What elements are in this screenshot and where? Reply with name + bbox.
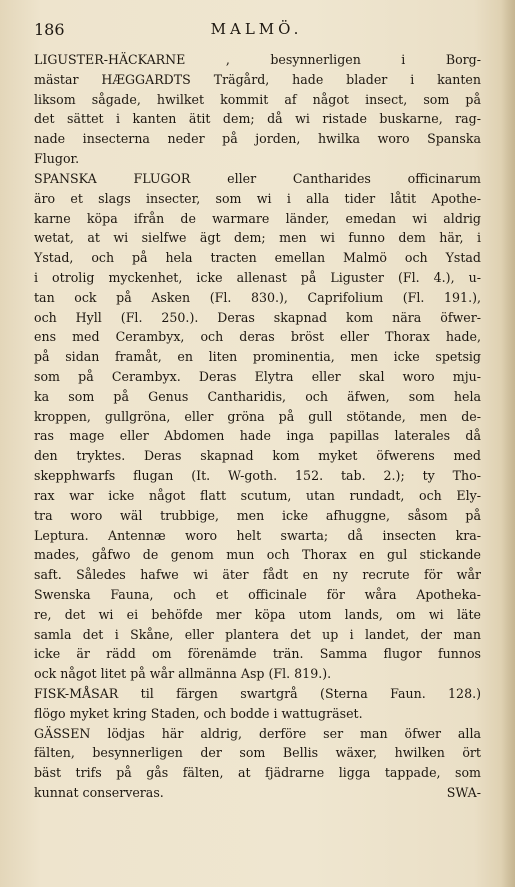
text-line: kunnat conserveras. [34,785,164,801]
text-line: Flugor. [34,151,80,167]
text-line: den tryktes. Deras skapnad kom myket öfwerens med [34,448,481,464]
text-line: SPANSKA FLUGOR eller Cantharides officinarum [34,170,481,186]
text-line: Ystad, och på hela tracten emellan Malmö och Ystad [34,250,481,266]
body-text [34,50,481,803]
text-line: re, det wi ei behöfde mer köpa utom lands, om wi läte [34,606,481,622]
text-line: flögo myket kring Staden, och bodde i wattugräset. [34,705,363,721]
text-line: äro et slags insecter, som wi i alla tider låtit Apothe- [34,190,481,206]
text-line: LIGUSTER-HÄCKARNE , besynnerligen i Borg- [34,52,481,67]
text-line: och Hyll (Fl. 250.). Deras skapnad kom nära öfwer- [34,309,481,325]
text-line: ock något litet på wår allmänna Asp (Fl. 819.). [34,666,332,682]
text-line: nade insecterna neder på jorden, hwilka woro Spanska [34,131,481,147]
text-line: det sättet i kanten ätit dem; då wi ristade buskarne, rag- [34,111,481,127]
catchword: SWA- [446,785,481,801]
running-title: MALMÖ. [210,20,303,38]
text-line: Swenska Fauna, och et officinale för wåra Apotheka- [34,586,481,602]
text-line: ras mage eller Abdomen hade inga papillas laterales då [34,428,481,444]
text-line: som på Cerambyx. Deras Elytra eller skal woro mju- [34,369,481,384]
text-line: ka som på Genus Cantharidis, och äfwen, som hela [34,388,481,404]
text-line: icke är rädd om förenämde trän. Samma flugor funnos [34,646,481,662]
text-line: fälten, besynnerligen der som Bellis wäxer, hwilken ört [34,745,481,761]
text-line: Leptura. Antennæ woro helt swarta; då insecten kra- [34,527,481,543]
text-line: ens med Cerambyx, och deras bröst eller Thorax hade, [34,329,481,345]
text-line: tan ock på Asken (Fl. 830.), Caprifolium (Fl. 191.), [34,289,481,305]
text-line: mästar HÆGGARDTS Trägård, hade blader i kanten [34,71,481,87]
text-line: skepphwarfs flugan (It. W-goth. 152. tab. 2.); ty Tho- [34,468,481,484]
text-line: kroppen, gullgröna, eller gröna på gull stötande, men de- [34,408,481,424]
text-line: saft. Således hafwe wi äter fådt en ny recrute för wår [34,567,481,583]
text-line: på sidan framåt, en liten prominentia, men icke spetsig [34,349,481,365]
text-line: samla det i Skåne, eller plantera det up i landet, der man [34,626,481,642]
text-line: tra woro wäl trubbige, men icke afhuggne, såsom på [34,507,481,523]
text-line: wetat, at wi sielfwe ägt dem; men wi funno dem här, i [34,230,481,246]
page-header [34,20,479,42]
page-number: 186 [34,20,65,39]
text-line: GÄSSEN lödjas här aldrig, derföre ser man öfwer alla [34,725,481,741]
text-line: FISK-MÅSAR til färgen swartgrå (Sterna Faun. 128.) [34,686,481,701]
text-line: bäst trifs på gås fälten, at fjädrarne ligga tappade, som [34,765,481,781]
final-line-row [34,783,481,803]
text-line: rax war icke något flatt scutum, utan rundadt, och Ely- [34,487,481,503]
text-line: liksom sågade, hwilket kommit af något insect, som på [34,91,481,107]
text-line: karne köpa ifrån de warmare länder, emedan wi aldrig [34,210,481,226]
page-edge-shadow [501,0,515,887]
text-line: mades, gåfwo de genom mun och Thorax en gul stickande [34,547,481,563]
text-line: i otrolig myckenhet, icke allenast på Liguster (Fl. 4.), u- [34,269,481,285]
